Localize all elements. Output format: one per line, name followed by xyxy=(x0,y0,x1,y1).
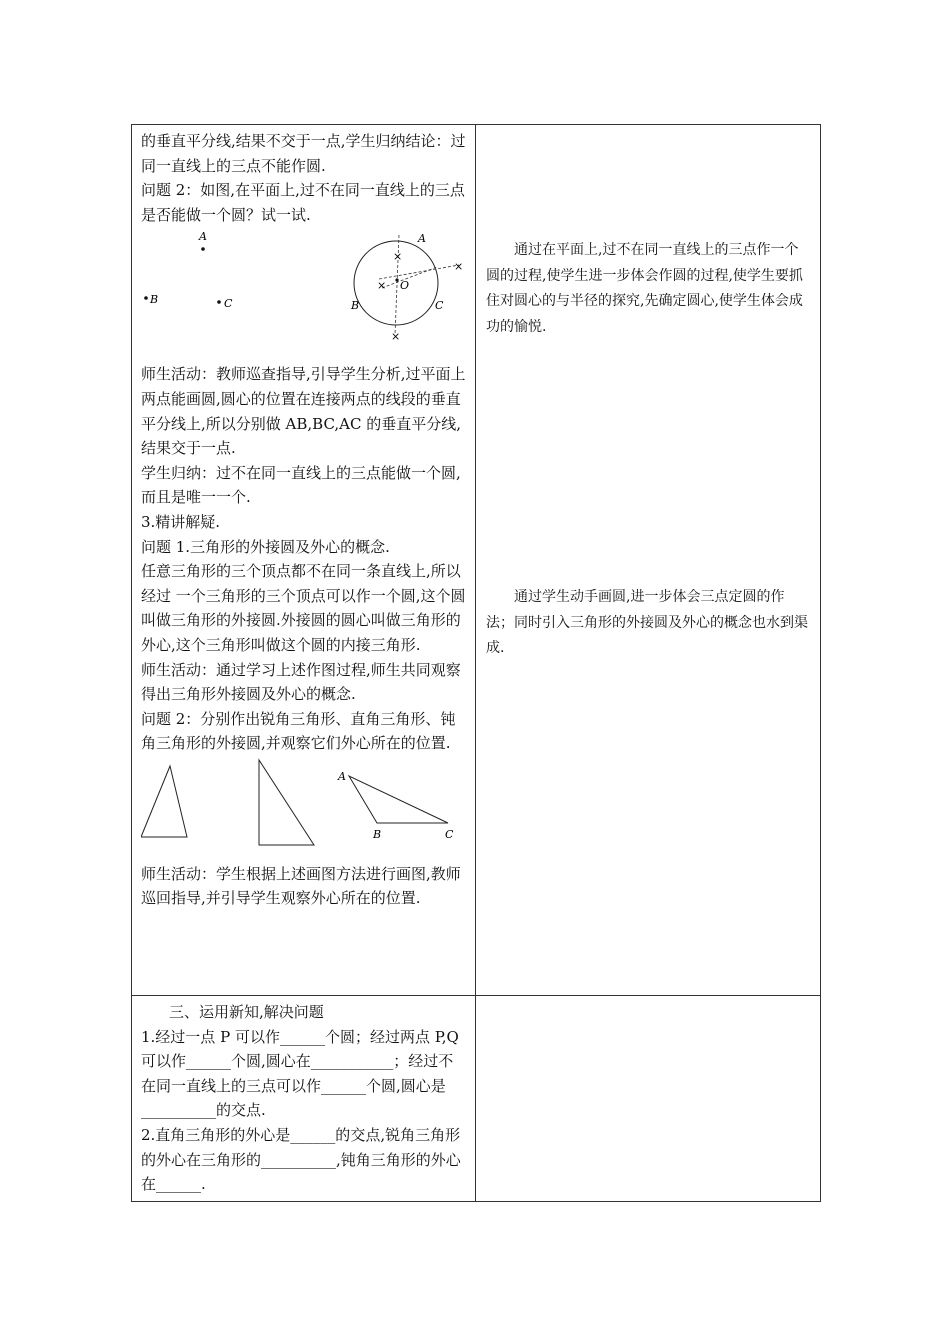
label-b-right: B xyxy=(351,299,360,313)
center-point xyxy=(395,279,398,282)
label-o: O xyxy=(400,279,410,293)
three-points-diagram xyxy=(141,227,467,362)
label-a-right: A xyxy=(418,232,426,246)
point-a xyxy=(201,248,205,252)
exercise-2: 2.直角三角形的外心是______的交点,锐角三角形的外心在三角形的__________,钝角三角形的外心在______. xyxy=(141,1125,461,1194)
label-c-right: C xyxy=(435,299,444,313)
left-cell-activities xyxy=(132,125,476,996)
section-heading: 三、运用新知,解决问题 xyxy=(169,1003,324,1021)
paragraph: 3.精讲解疑. xyxy=(141,512,221,531)
paragraph: 问题 2：如图,在平面上,过不在同一直线上的三点是否能做一个圆？试一试. xyxy=(141,181,465,224)
paragraph: 的垂直平分线,结果不交于一点,学生归纳结论：过同一直线上的三点不能作圆. xyxy=(141,132,466,175)
lesson-table xyxy=(131,124,821,1202)
label-b-left: B xyxy=(150,293,159,307)
perpendicular-bisector-3 xyxy=(382,267,437,288)
cross-mark: × xyxy=(391,330,401,344)
cross-mark: × xyxy=(454,260,464,274)
design-note-1: 通过在平面上,过不在同一直线上的三点作一个圆的过程,使学生进一步体会作圆的过程,使学生要抓住对圆心的与半径的探究,先确定圆心,使学生体会成功的愉悦. xyxy=(486,242,803,335)
triangles-diagram xyxy=(141,756,467,862)
figure-three-points-circle xyxy=(141,227,467,362)
acute-triangle xyxy=(141,766,187,837)
label-c-left: C xyxy=(224,297,233,311)
point-b xyxy=(144,297,148,301)
cross-mark: × xyxy=(393,250,403,264)
point-c xyxy=(217,301,221,305)
right-cell-design-intent xyxy=(476,125,821,996)
paragraph: 问题 1.三角形的外接圆及外心的概念. xyxy=(141,537,390,556)
cross-mark: × xyxy=(377,279,387,293)
label-a-triangle: A xyxy=(338,769,346,783)
paragraph: 任意三角形的三个顶点都不在同一条直线上,所以经过 一个三角形的三个顶点可以作一个圆,这个圆叫做三角形的外接圆.外接圆的圆心叫做三角形的外心,这个三角形叫做这个圆的内接三角形. xyxy=(141,562,466,654)
label-a-left: A xyxy=(199,230,207,244)
table-row xyxy=(132,125,821,996)
right-triangle xyxy=(259,760,314,845)
left-cell-exercises xyxy=(132,996,476,1202)
perpendicular-bisector-2 xyxy=(379,265,459,279)
right-cell-empty xyxy=(476,996,821,1202)
exercise-1: 1.经过一点 P 可以作______个圆；经过两点 P,Q 可以作______个圆,圆心在___________；经过不在同一直线上的三点可以作______个圆,圆心是__________的交点. xyxy=(141,1027,459,1120)
obtuse-triangle xyxy=(349,776,448,823)
label-b-triangle: B xyxy=(373,827,382,841)
design-note-2: 通过学生动手画圆,进一步体会三点定圆的作法；同时引入三角形的外接圆及外心的概念也水到渠成. xyxy=(486,589,808,656)
table-row xyxy=(132,996,821,1202)
paragraph: 学生归纳：过不在同一直线上的三点能做一个圆,而且是唯一一个. xyxy=(141,463,461,507)
paragraph: 问题 2：分别作出锐角三角形、直角三角形、钝角三角形的外接圆,并观察它们外心所在的位置. xyxy=(141,709,456,753)
label-c-triangle: C xyxy=(445,827,454,841)
paragraph: 师生活动：教师巡查指导,引导学生分析,过平面上两点能画圆,圆心的位置在连接两点的线段的垂直平分线上,所以分别做 AB,BC,AC 的垂直平分线,结果交于一点. xyxy=(141,365,466,458)
figure-three-triangles xyxy=(141,756,467,862)
paragraph: 师生活动：通过学习上述作图过程,师生共同观察得出三角形外接圆及外心的概念. xyxy=(141,660,461,704)
paragraph: 师生活动：学生根据上述画图方法进行画图,教师巡回指导,并引导学生观察外心所在的位置. xyxy=(141,864,461,908)
